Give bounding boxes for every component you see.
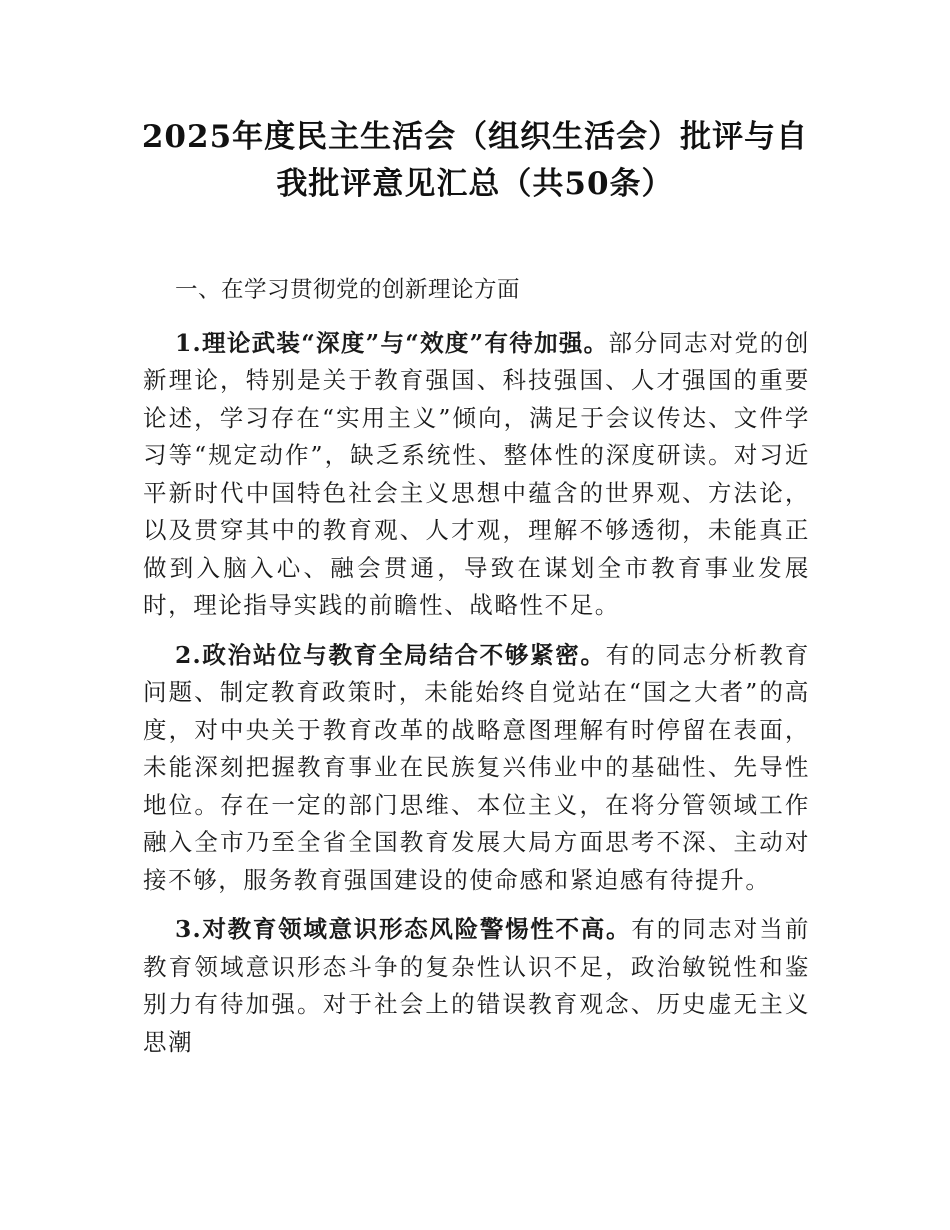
title-line-1: 2025年度民主生活会（组织生活会）批评与自 [141,119,809,155]
list-item [143,637,810,900]
item-lead: 1.理论武装“深度”与“效度”有待加强。 [175,328,609,357]
list-item [143,325,810,625]
section-heading: 一、在学习贯彻党的创新理论方面 [175,277,521,303]
list-item [143,911,810,1061]
item-text: 有的同志分析教育问题、制定教育政策时，未能始终自觉站在“国之大者”的高度，对中央关于教育改革的战略意图理解有时停留在表面，未能深刻把握教育事业在民族复兴伟业中的基础性、先导性地位。存在一定的部门思维、本位主义，在将分管领域工作融入全市乃至全省全国教育发展大局方面思考不深、主动对接不够，服务教育强国建设的使命感和紧迫感有待提升。 [143,640,810,894]
title-line-2: 我批评意见汇总（共50条） [276,166,674,202]
item-lead: 2.政治站位与教育全局结合不够紧密。 [175,640,606,669]
document-body [143,272,810,1073]
document-title [120,114,830,208]
item-lead: 3.对教育领域意识形态风险警惕性不高。 [175,915,632,943]
item-text: 有的同志对当前教育领域意识形态斗争的复杂性认识不足，政治敏锐性和鉴别力有待加强。对于社会上的错误教育观念、历史虚无主义思潮 [143,915,811,1056]
item-text: 部分同志对党的创新理论，特别是关于教育强国、科技强国、人才强国的重要论述，学习存在“实用主义”倾向，满足于会议传达、文件学习等“规定动作”，缺乏系统性、整体性的深度研读。对习近平新时代中国特色社会主义思想中蕴含的世界观、方法论，以及贯穿其中的教育观、人才观，理解不够透彻，未能真正做到入脑入心、融会贯通，导致在谋划全市教育事业发展时，理论指导实践的前瞻性、战略性不足。 [143,328,810,619]
